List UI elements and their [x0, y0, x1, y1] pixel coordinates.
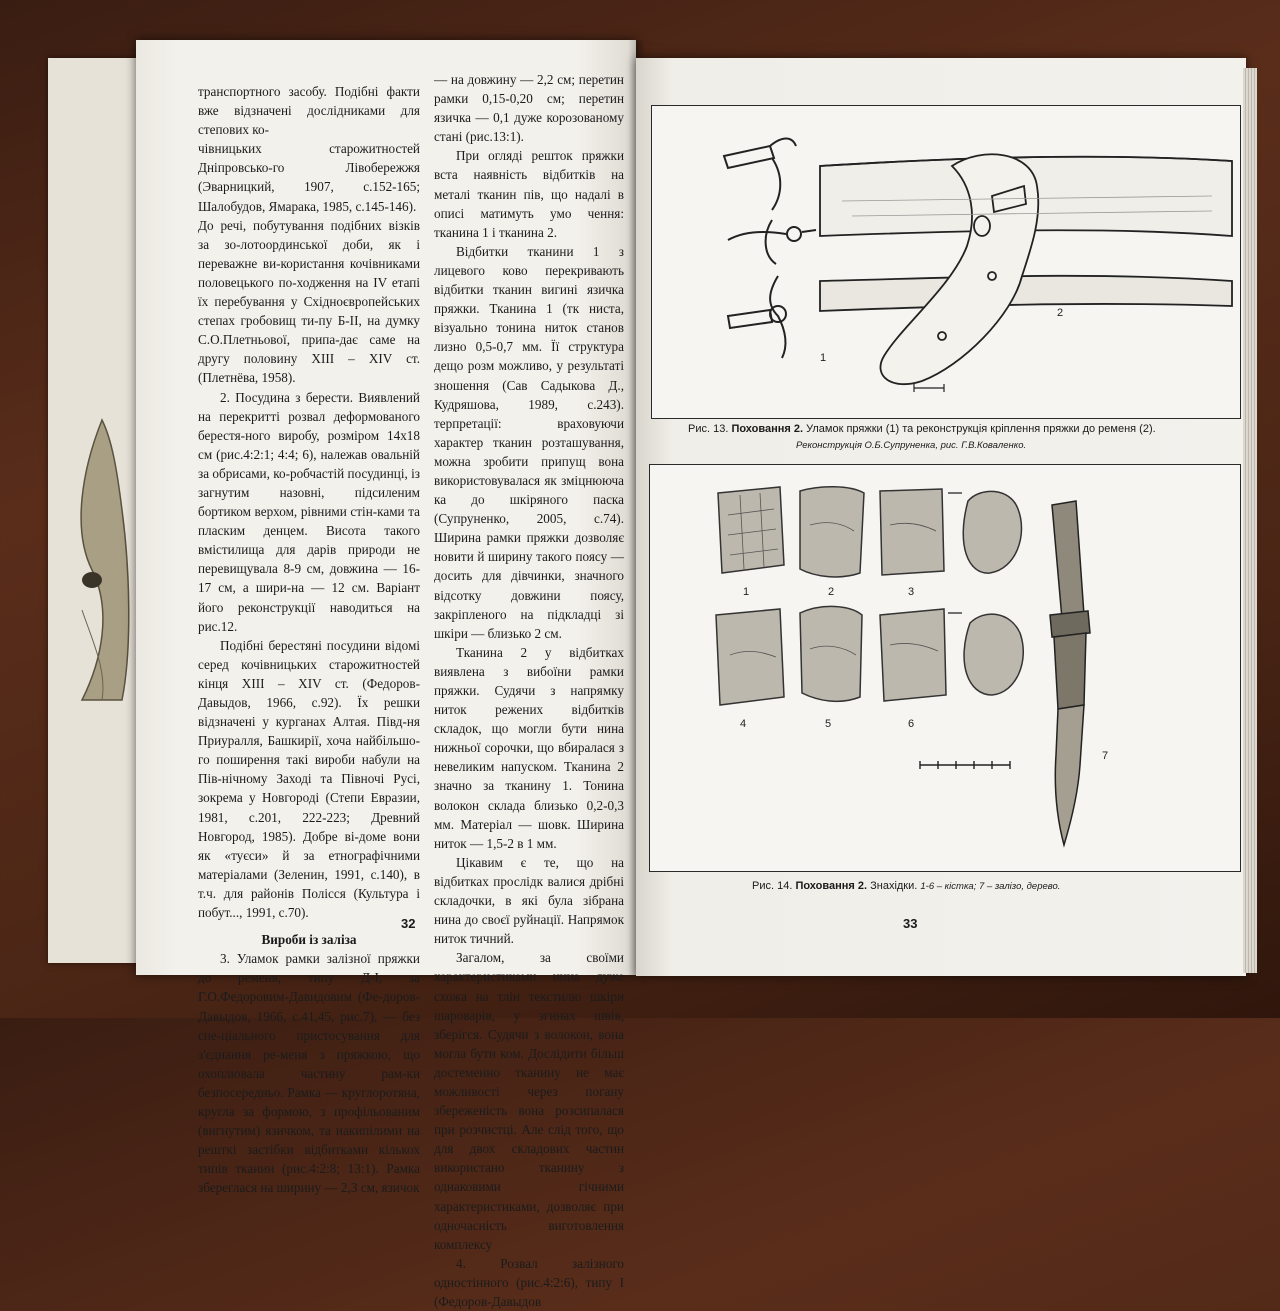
caption-prefix: Рис. 13.: [688, 423, 729, 435]
paragraph: 2. Посудина з берести. Виявлений на перекритті розвал деформованого берестя-ного виробу, розміром 14х18 см (рис.4:2:1; 4:4; 6), належав овальній за обрисами, ко-робчастій посудинці, із загнутим назовні, підсиленим бортиком верхом, рівними стін-ками та пласким денцем. Висота такого вмістилища для дарів природи не перевищувала 8-9 см, довжина — 16-17 см, а шири-на — 12 см. Варіант його реконструкції наводиться на рис.12.: [198, 389, 420, 634]
caption-bold: Поховання 2.: [795, 880, 868, 892]
paragraph: Тканина 2 у відбитках виявлена з вибоїни рамки пряжки. Судячи з напрямку ниток режених відбитків складок, що могли бути нина нижньої сорочки, що вбиралася з невеликим напуском. Тканина 2 значно за тканину 1. Тонина волокон склада близько 0,2-0,3 мм. Матеріал — шовк. Ширина ниток — 1,5-2 в 1 мм.: [434, 644, 624, 851]
left-column-1: [198, 82, 420, 1197]
paragraph: 4. Розвал залізного одностінного (рис.4:2:6), типу І (Федоров-Давыдов: [434, 1255, 624, 1309]
figure-13-subcaption: Реконструкція О.Б.Супруненка, рис. Г.В.Коваленко.: [796, 440, 1027, 451]
paragraph: 3. Уламок рамки залізної пряжки до ременя, типу Д-І, за Г.О.Федоровим-Давидовим (Фе-доров-Давыдов, 1966, с.41,45, рис.7), — без спе-ціального пристосування для з'єднання ре-меня з пряжкою, що охоплювала частину рам-ки безпосередньо. Рамка — круглоротяна, кругла за формою, з профільованим (вигнутим) язичком, та накипілими на решткі застібки відбитками кількох типів тканин (рис.4:2:8; 13:1). Рамка збереглася на ширину — 2,3 см, язичок: [198, 951, 420, 1196]
svg-text:3: 3: [908, 586, 915, 598]
drawing-fragment: [62, 410, 132, 710]
caption-text: Знахідки.: [870, 880, 918, 892]
figure-14: [649, 464, 1241, 872]
left-page: [136, 40, 636, 1309]
svg-text:2: 2: [828, 586, 835, 598]
caption-bold: Поховання 2.: [731, 423, 804, 435]
paragraph: До речі, побутування подібних візків за зо-лотоординської доби, як і переважне ви-користання кочівниками половецького по-ходження на IV етапі їх перебування у Східноєвропейських степах гробовищ ти-пу Б-ІІ, на думку С.О.Плетньової, припа-дає саме на другу половину XIII – XIV ст. (Плетнёва, 1958).: [198, 217, 420, 386]
figure-13-drawing: [652, 106, 1240, 418]
figure-13: [651, 105, 1241, 419]
figure-13-caption: [688, 423, 1156, 435]
paragraph: Подібні берестяні посудини відомі серед кочівницьких старожитностей кінця XIII – XIV ст. (Федоров-Давыдов, 1966, с.92). Їх решки відзначені у курганах Алтая. Півд-ня Приуралля, Башкирії, хоча найбільшо-го поширення такі вироби набули на Пів-нічному Заході та Півночі Русі, зокрема у Новгороді (Степи Евразии, 1981, с.201, 222-223; Древний Новгород, 1985). Добре ві-доме вони як «туєси» й за етнографічними матеріалами (Зеленин, 1991, с.140), в т.ч. для районів Полісся (Культура і побут..., 1991, с.70).: [198, 637, 420, 921]
svg-text:2: 2: [1057, 307, 1064, 319]
paragraph: Загалом, за своїми характеристиками нина дуже схожа на тлін текстилю шкіри шароварів, у згинах швів, зберігся. Судячи з волокон, вона могла бути ком. Дослідити більш достеменно тканину не має можливості через погану збереженість вона розсипалася при розчистці. Але слід того, що для двох складових частин використано тканину з однаковими гічними характеристиками, дозволяє при одночасність виготовлення комплексу: [434, 950, 624, 1252]
page-number-right: 33: [903, 916, 918, 931]
paragraph: чівницьких старожитностей Дніпровсько-го Лівобережжя (Эварницкий, 1907, с.152-165; Шалобудов, Ямарака, 1985, с.145-146).: [198, 141, 420, 214]
svg-text:6: 6: [908, 718, 915, 730]
caption-prefix: Рис. 14.: [752, 880, 793, 892]
figure-14-caption: [752, 880, 1060, 892]
paragraph: транспортного засобу. Подібні факти вже відзначені дослідниками для степових ко-: [198, 84, 420, 138]
svg-text:5: 5: [825, 718, 832, 730]
page-number-left: 32: [401, 916, 416, 931]
paragraph: — на довжину — 2,2 см; перетин рамки 0,15-0,20 см; перетин язичка — 0,1 дуже корозованому стані (рис.13:1).: [434, 72, 624, 145]
figure-14-drawing: [650, 465, 1240, 871]
caption-text: Уламок пряжки (1) та реконструкція кріплення пряжки до ременя (2).: [806, 423, 1156, 435]
svg-text:4: 4: [740, 718, 747, 730]
caption-sub: 1-6 – кістка; 7 – залізо, дерево.: [920, 881, 1061, 892]
svg-text:1: 1: [820, 352, 827, 364]
page-stack-edge: [1243, 68, 1257, 973]
paragraph: При огляді решток пряжки вста наявність відбитків на металі тканин пів, що надалі в описі матимуть умо чення: тканина 1 і тканина 2.: [434, 148, 624, 240]
paragraph: Цікавим є те, що на відбитках прослідк валися дрібні складочки, в які була зібрана нина до своєї руйнації. Напрямок ниток тичний.: [434, 854, 624, 947]
right-page: [636, 58, 1246, 976]
svg-text:1: 1: [743, 586, 750, 598]
paragraph: Відбитки тканини 1 з лицевого ково перекривають відбитки тканин вигині язичка пряжки. Тканина 1 (тк ниста, візуально тонина ниток станов лизно 0,5-0,7 мм. Її структура дещо розм можливо, у результаті зношення (Сав Садыкова Д., Кудряшова, 1989, с.243). терпретації: враховуючи характер тканин розташування, можна зробити припущ вона використовувалася як зміцнююча ка до шкіряного паска (Супруненко, 2005, с.74). Ширина рамки пряжки дозволяє новити й ширину такого поясу — досить для дівчинки, значного відсотку довжини поясу, закріпленого на підкладці зі шкіри — близько 2 см.: [434, 243, 624, 641]
left-column-2: [434, 70, 624, 1311]
section-heading: Вироби із заліза: [261, 932, 357, 948]
svg-text:7: 7: [1102, 750, 1109, 762]
